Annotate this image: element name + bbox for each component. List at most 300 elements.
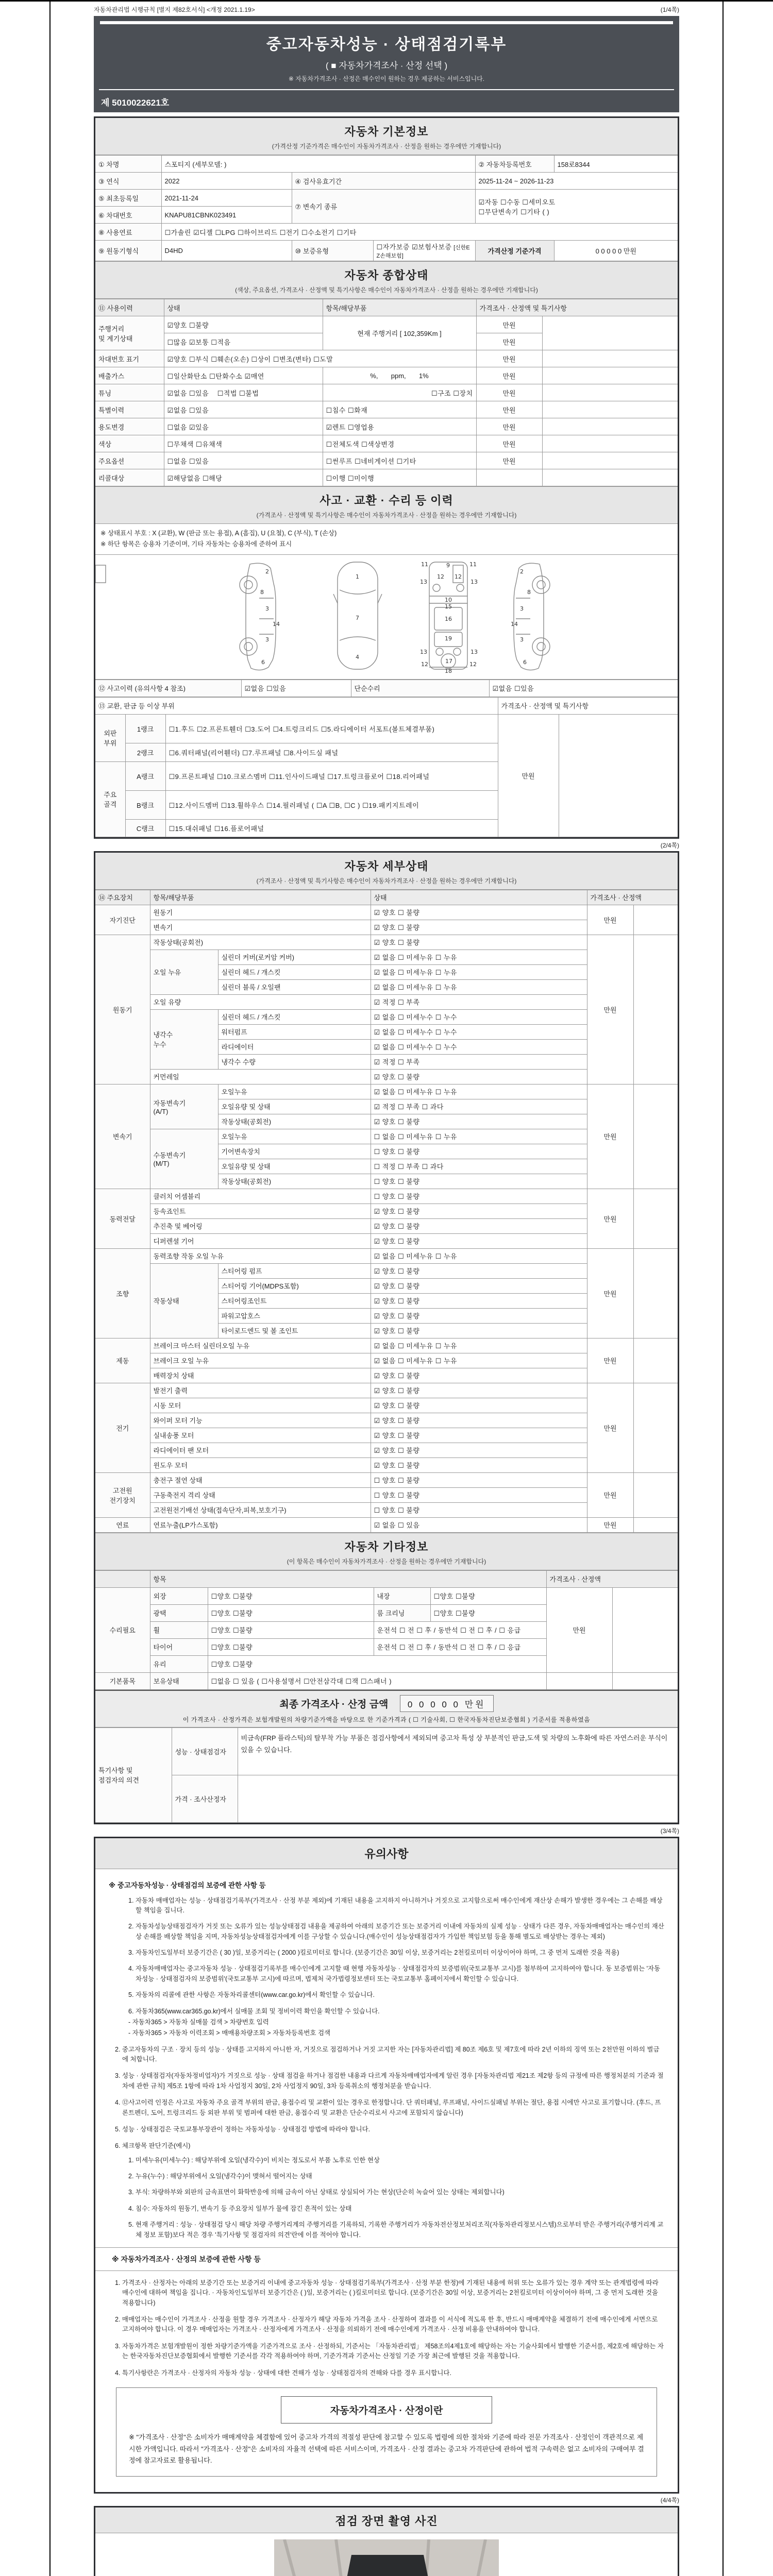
vin-mark-price: 만원: [476, 350, 542, 367]
vin-value: KNAPU81CBNK023491: [161, 207, 292, 224]
options-status: ☐없음 ☐있음: [164, 452, 323, 469]
notice-item: 3. 자동차가격은 보험개발원이 정한 차량기준가액을 기준가격으로 조사 · 산정하되, 기준서는 「자동차관리법」 제58조의4제1호에 해당하는 자는 기술사회에서 발행한 기준서를, 제2호에 해당하는 자는 한국자동차진단보증협회에서 발행한 기준서를 각각 적용하여야 하며, 기준가격과 기준서는 산정일 기준 가장 최근에 발행된 것을 적용합니다.: [115, 2342, 664, 2360]
group-price: 만원: [587, 935, 633, 1084]
interior-status: ☐양호 ☐불량: [430, 1587, 546, 1604]
diagram-num-2-left: 2: [265, 568, 269, 575]
diagram-num-13b: 13: [470, 578, 478, 585]
group-self-diagnosis: 자기진단: [95, 905, 150, 935]
color-kind: ☐전체도색 ☐색상변경: [323, 435, 476, 452]
possession-note: [612, 1672, 678, 1689]
notice-item: 2. 자동차성능상태점검자가 거짓 또는 오류가 있는 성능상태점검 내용을 제공하여 아래의 보증기간 또는 보증거리 이내에 자동차의 실제 성능 · 상태가 다른 경우, 자동차매매업자는 매수인의 재산상 손해를 배상할 책임을 지며, 자동차성능상태점검자에게 이를 구상할 수 있습니다.(매수인이 성능상태점검자가 가입한 책임보험 등을 통해 별도로 배상받는 경우는 제외): [128, 1923, 664, 1940]
rank2-label: 2랭크: [125, 743, 165, 761]
item-label: 오일유량 및 상태: [218, 1159, 371, 1174]
item-label: 파워고압호스: [218, 1308, 371, 1323]
inspection-period-label: ④ 검사유효기간: [292, 173, 475, 190]
diagram-num-3-right-b: 3: [520, 636, 524, 643]
item-status: ☑ 양호 ☐ 불량: [371, 1443, 587, 1458]
group-price: 만원: [587, 1084, 633, 1189]
item-label: 스티어링조인트: [218, 1293, 371, 1308]
item-status: ☑ 양호 ☐ 불량: [371, 920, 587, 935]
tuning-price: 만원: [476, 384, 542, 401]
detail-note: (가격조사 · 산정액 및 특기사항은 매수인이 자동차가격조사 · 산정을 원하는 경우에만 기재합니다): [256, 877, 517, 885]
diagram-num-12c: 12: [421, 660, 428, 668]
item-label: 브레이크 오일 누유: [150, 1353, 371, 1368]
form-rule-note: 자동차관리법 시행규칙 [별지 제82호서식] <개정 2021.1.19>: [94, 6, 255, 13]
page-marker-3: (3/4쪽): [660, 1827, 679, 1835]
plate-label: ② 자동차등록번호: [475, 156, 554, 173]
item-label: 작동상태(공회전): [218, 1174, 371, 1189]
item-status: ☑ 양호 ☐ 불량: [371, 1368, 587, 1383]
notice-item-sub: - 자동차365 > 자동차 이력조회 > 매매용차량조회 > 자동차등록번호 검색: [128, 2029, 331, 2037]
glass-status: ☐양호 ☐불량: [208, 1655, 546, 1672]
car-name-label: ① 차명: [95, 156, 161, 173]
transmission-value: [475, 190, 678, 224]
emission-status: ☐일산화탄소 ☐탄화수소 ☑매연: [164, 367, 323, 384]
emission-note: [542, 367, 678, 384]
color-note: [542, 435, 678, 452]
recall-note: [542, 469, 678, 486]
wheel-label: 휠: [150, 1621, 208, 1638]
document-subnote: ※ 자동차가격조사 · 산정은 매수인이 원하는 경우 제공하는 서비스입니다.: [288, 75, 485, 82]
opinion-group-label: 특기사항 및 점검자의 의견: [95, 1727, 172, 1822]
overall-col-item: 항목/해당부품: [323, 299, 476, 316]
item-label: 충전구 절연 상태: [150, 1472, 371, 1487]
special-history-price: 만원: [476, 401, 542, 418]
accident-legend: [95, 524, 678, 555]
sub-label: 작동상태: [150, 1263, 218, 1338]
final-price-band: [95, 1690, 678, 1727]
detail-header: [95, 853, 678, 890]
transmission-label: ⑦ 변속기 종류: [292, 190, 475, 224]
item-label: 브레이크 마스터 실린더오일 누유: [150, 1338, 371, 1353]
group-note: [633, 1517, 678, 1532]
car-diagram: [95, 558, 677, 673]
item-status: ☐ 양호 ☐ 불량: [371, 1502, 587, 1517]
notice-item: 2. 중고자동차의 구조 · 장치 등의 성능 · 상태를 고지하지 아니한 자, 거짓으로 점검하거나 거짓 고지한 자는 [자동차관리법] 제 80조 제6호 및 제7호에 따라 2년 이하의 징역 또는 2천만원 이하의 벌금에 처합니다.: [115, 2045, 660, 2063]
emission-label: 배출가스: [95, 367, 164, 384]
diagram-num-1: 1: [356, 573, 359, 580]
form-header-line: [94, 5, 679, 14]
etc-table: [95, 1570, 678, 1690]
group-transmission: 변속기: [95, 1084, 150, 1189]
repair-needed-group: 수리필요: [95, 1587, 150, 1672]
diagram-num-8-right: 8: [527, 588, 531, 596]
special-history-note: [542, 401, 678, 418]
vin-mark-label: 차대번호 표기: [95, 350, 164, 367]
transmission-options-2: ☐무단변속기 ☐기타 ( ): [478, 208, 550, 216]
item-label: 구동축전지 격리 상태: [150, 1487, 371, 1502]
price-appraisal-info-box: [116, 2387, 657, 2477]
inspector-label: 성능 · 상태점검자: [172, 1727, 238, 1775]
diagram-num-6-left: 6: [261, 658, 265, 666]
inspector-opinion: 비금속(FRP 플라스틱)의 탈부착 가능 부품은 점검사항에서 제외되며 중고차 특성 상 부분적인 판금,도색 및 차량의 노후화에 따른 자연스러운 부식이 있을 수 있습니다.: [238, 1727, 678, 1775]
diagram-num-2-right: 2: [520, 568, 524, 575]
diagram-num-16: 16: [445, 615, 452, 622]
section-box-2: [94, 851, 679, 1824]
room-cleaning-label: 룸 크리닝: [374, 1604, 430, 1621]
diagram-num-12d: 12: [469, 660, 477, 668]
diagram-num-9: 9: [446, 562, 450, 569]
rankA-items: ☐9.프론트패널 ☐10.크로스멤버 ☐11.인사이드패널 ☐17.트렁크플로어 ☐18.리어패널: [165, 761, 498, 790]
overall-col-usage: ⑪ 사용이력: [95, 299, 164, 316]
item-status: ☑ 양호 ☐ 불량: [371, 905, 587, 920]
detail-col-price: 가격조사 · 산정액: [587, 890, 678, 905]
options-note: [542, 452, 678, 469]
mileage-status: ☑양호 ☐불량: [164, 316, 323, 333]
model-year-value: 2022: [161, 173, 292, 190]
wheel-positions: 운전석 ☐ 전 ☐ 후 / 동반석 ☐ 전 ☐ 후 / ☐ 응급: [374, 1621, 546, 1638]
tire-positions: 운전석 ☐ 전 ☐ 후 / 동반석 ☐ 전 ☐ 후 / ☐ 응급: [374, 1638, 546, 1655]
title-block: [94, 16, 679, 112]
item-status: ☐ 양호 ☐ 불량: [371, 1144, 587, 1159]
item-label: 등속죠인트: [150, 1204, 371, 1218]
overall-table: [95, 299, 678, 486]
notice-title: 유의사항: [95, 1838, 678, 1869]
item-label: 오일 유량: [150, 994, 371, 1009]
tuning-status: [164, 384, 323, 401]
notice-criteria: 3. 부식: 차량하부와 외판의 금속표면이 화학반응에 의해 금속이 아닌 상태로 상실되어 가는 현상(단순히 녹슬어 있는 상태는 제외합니다): [128, 2189, 505, 2196]
item-status: ☑ 양호 ☐ 불량: [371, 1323, 587, 1338]
overall-col-price: 가격조사 · 산정액 및 특기사항: [476, 299, 678, 316]
notice-item: 6. 체크항목 판단기준(예시): [115, 2142, 191, 2150]
tuning-note: [542, 384, 678, 401]
exchange-note: [559, 714, 678, 837]
options-label: 주요옵션: [95, 452, 164, 469]
item-label: 실린더 헤드 / 개스킷: [218, 1009, 371, 1024]
notice-body: [95, 1869, 678, 2493]
item-status: ☑ 없음 ☐ 미세누유 ☐ 누유: [371, 1338, 587, 1353]
sub-label: 수동변속기 (M/T): [150, 1129, 218, 1189]
group-price: 만원: [587, 1189, 633, 1248]
group-note: [633, 1189, 678, 1248]
item-status: ☑ 없음 ☐ 미세누유 ☐ 누유: [371, 950, 587, 964]
usage-change-price: 만원: [476, 418, 542, 435]
diagram-num-15: 15: [445, 603, 452, 610]
group-note: [633, 1248, 678, 1338]
item-status: ☑ 양호 ☐ 불량: [371, 1413, 587, 1428]
overall-note: (색상, 주요옵션, 가격조사 · 산정액 및 특기사항은 매수인이 자동차가격조사 · 산정을 원하는 경우에만 기재합니다): [235, 286, 538, 294]
etc-col-price: 가격조사 · 산정액: [546, 1570, 678, 1587]
overall-header: [95, 261, 678, 299]
recall-label: 리콜대상: [95, 469, 164, 486]
exterior-label: 외장: [150, 1587, 208, 1604]
car-name-value: 스포티지 (세부모델: ): [161, 156, 475, 173]
item-label: 클러치 어셈블리: [150, 1189, 371, 1204]
group-price: 만원: [587, 905, 633, 935]
plate-value: 158로8344: [554, 156, 678, 173]
glass-label: 유리: [150, 1655, 208, 1672]
item-label: 작동상태(공회전): [150, 935, 371, 950]
rank1-label: 1랭크: [125, 714, 165, 743]
group-brake: 제동: [95, 1338, 150, 1383]
item-label: 시동 모터: [150, 1398, 371, 1413]
notice-item: 2. 매매업자는 매수인이 가격조사 · 산정을 원할 경우 가격조사 · 산정자가 해당 자동차 가격을 조사 · 산정하여 결과를 이 서식에 적도록 한 후, 반드시 매매계약을 체결하기 전에 매수인에게 서면으로 고지하여야 합니다. 이 경우 매매업자는 가격조사 · 산정자에게 가격조사 · 산정을 의뢰하기 전에 매수인에게 가격조사 · 산정 비용을 안내하여야 합니다.: [115, 2316, 658, 2333]
item-label: 변속기: [150, 920, 371, 935]
usage-change-status: ☐없음 ☑있음: [164, 418, 323, 435]
detail-col-device: ⑭ 주요장치: [95, 890, 150, 905]
item-status: ☑ 양호 ☐ 불량: [371, 935, 587, 950]
options-kind: ☐썬루프 ☐네비게이션 ☐기타: [323, 452, 476, 469]
tuning-status-2: ☐적법 ☐불법: [217, 389, 259, 397]
special-history-label: 특별이력: [95, 401, 164, 418]
color-label: 색상: [95, 435, 164, 452]
simple-repair-status: ☑없음 ☐있음: [489, 680, 678, 697]
diagram-num-17: 17: [445, 657, 452, 665]
fuel-label: ⑧ 사용연료: [95, 224, 161, 241]
document-title: 중고자동차성능 · 상태점검기록부: [266, 36, 507, 53]
mileage-amount-status: ☐많음 ☑보통 ☐적음: [164, 333, 323, 350]
item-status: ☑ 없음 ☐ 미세누유 ☐ 누유: [371, 979, 587, 994]
photo-area: [95, 2533, 678, 2576]
simple-repair-label: 단순수리: [351, 680, 489, 697]
basic-info-note: (가격산정 기준가격은 매수인이 자동차가격조사 · 산정을 원하는 경우에만 기재합니다): [272, 143, 501, 150]
item-status: ☑ 적정 ☐ 부족 ☐ 과다: [371, 1099, 587, 1114]
panel-exchange-table: [95, 697, 678, 837]
possession-price: [546, 1672, 612, 1689]
item-label: 실린더 블록 / 오일팬: [218, 979, 371, 994]
item-label: 윈도우 모터: [150, 1458, 371, 1472]
possession-status: ☐없음 ☐ 있음 ( ☐사용설명서 ☐안전삼각대 ☐잭 ☐스패너 ): [208, 1672, 546, 1689]
exchange-section-label: ⑬ 교환, 판금 등 이상 부위: [95, 697, 498, 714]
title-white-strip: [100, 21, 673, 24]
status-code-note: ※ 상태표시 부호 : X (교환), W (판금 또는 용접), A (흠집), U (요철), C (부식), T (손상): [100, 530, 337, 537]
item-label: 원동기: [150, 905, 371, 920]
overall-title: 자동차 종합상태: [344, 269, 429, 282]
item-status: ☑ 양호 ☐ 불량: [371, 1263, 587, 1278]
item-status: ☐ 양호 ☐ 불량: [371, 1189, 587, 1204]
color-status: ☐무채색 ☐유채색: [164, 435, 323, 452]
detail-title: 자동차 세부상태: [344, 859, 429, 873]
notice-item: 4. 특기사항란은 가격조사 · 산정자의 자동차 성능 · 상태에 대한 견해가 성능 · 상태점검자의 견해와 다를 경우 표시합니다.: [115, 2369, 451, 2377]
options-price: 만원: [476, 452, 542, 469]
group-high-voltage: 고전원 전기장치: [95, 1472, 150, 1517]
emission-values: %, ppm, 1%: [323, 367, 476, 384]
section-box-3: [94, 1837, 679, 2494]
item-status: ☑ 없음 ☐ 미세누유 ☐ 누유: [371, 1353, 587, 1368]
diagram-num-6-right: 6: [523, 658, 527, 666]
mileage-row-label: 주행거리 및 계기상태: [95, 316, 164, 350]
opinion-table: [95, 1727, 678, 1823]
item-status: ☑ 양호 ☐ 불량: [371, 1458, 587, 1472]
diagram-num-18: 18: [445, 667, 452, 673]
basic-info-header: [95, 118, 678, 155]
detail-col-status: 상태: [371, 890, 587, 905]
item-label: 커먼레일: [150, 1069, 371, 1084]
polish-label: 광택: [150, 1604, 208, 1621]
wheel-status: ☐양호 ☐불량: [208, 1621, 374, 1638]
group-note: [633, 1338, 678, 1383]
item-status: ☑ 양호 ☐ 불량: [371, 1398, 587, 1413]
page-marker-4: (4/4쪽): [660, 2497, 679, 2504]
accident-history-status: ☑없음 ☐있음: [241, 680, 351, 697]
item-status: ☑ 양호 ☐ 불량: [371, 1069, 587, 1084]
group-note: [633, 1472, 678, 1517]
inspection-period-value: 2025-11-24 ~ 2026-11-23: [475, 173, 678, 190]
document-page: [49, 0, 724, 2576]
first-registration-value: 2021-11-24: [161, 190, 292, 207]
photo-section-title: 점검 장면 촬영 사진: [335, 2515, 438, 2528]
rankB-items: ☐12.사이드멤버 ☐13.휠하우스 ☐14.필러패널 ( ☐A ☐B, ☐C ) ☐19.패키지트레이: [165, 790, 498, 819]
sub-label: 오일 누유: [150, 950, 218, 994]
item-label: 디퍼렌셜 기어: [150, 1233, 371, 1248]
notice-criteria: 5. 현재 주행거리 : 성능 · 상태점검 당시 해당 차량 주행거리계의 주행거리를 기록하되, 기록한 주행거리가 자동차전산정보처리조직(자동차관리정보시스템)으로부터 받은 주행거리(주행거리계 교체 정보 포함)보다 적은 경우 '특기사항 및 점검자의 의견'란에 이를 적어야 합니다.: [128, 2221, 664, 2239]
item-status: ☑ 적정 ☐ 부족: [371, 1054, 587, 1069]
item-status: ☑ 없음 ☐ 미세누유 ☐ 누유: [371, 1084, 587, 1099]
item-label: 연료누출(LP가스포함): [150, 1517, 371, 1532]
etc-title: 자동차 기타정보: [344, 1540, 429, 1553]
diagram-num-4: 4: [356, 653, 359, 660]
group-steering: 조향: [95, 1248, 150, 1338]
accident-header: [95, 486, 678, 524]
group-engine: 원동기: [95, 935, 150, 1084]
transmission-options-1: ☑자동 ☐수동 ☐세미오토: [478, 198, 556, 206]
notice-item: 6. 자동차365(www.car365.go.kr)에서 실매물 조회 및 정비이력 확인을 확인할 수 있습니다.: [128, 2007, 380, 2015]
item-status: ☑ 양호 ☐ 불량: [371, 1293, 587, 1308]
document-number: 제 5010022621호: [99, 89, 674, 112]
special-history-status: ☑없음 ☐있음: [164, 401, 323, 418]
engine-type-value: D4HD: [161, 241, 292, 261]
item-status: ☑ 양호 ☐ 불량: [371, 1383, 587, 1398]
notice-part2-title: ※ 자동차가격조사 · 산정의 보증에 관한 사항 등: [95, 2247, 678, 2271]
interior-label: 내장: [374, 1587, 430, 1604]
diagram-num-13a: 13: [420, 578, 427, 585]
item-status: ☐ 양호 ☐ 불량: [371, 1174, 587, 1189]
rank2-items: ☐6.쿼터패널(리어휀더) ☐7.루프패널 ☐8.사이드실 패널: [165, 743, 498, 761]
engine-type-label: ⑨ 원동기형식: [95, 241, 161, 261]
etc-col-empty: [95, 1570, 150, 1587]
notice-item: 3. 성능 · 상태점검자(자동차정비업자)가 거짓으로 성능 · 상태 점검을 하거나 점검한 내용과 다르게 자동차매매업자에게 알린 경우 [자동차관리법 제21조 제2항 등의 규정에 따른 행정처분의 기준과 절차에 관한 규칙] 제5조 1항에 따라 1차 사업정지 30일, 2차 사업정지 90일, 3차 등록취소의 행정처분을 받습니다.: [115, 2072, 664, 2090]
item-status: ☑ 없음 ☐ 미세누수 ☐ 누수: [371, 1024, 587, 1039]
document-subtitle: ( ■ 자동차가격조사 · 산정 선택 ): [325, 61, 448, 71]
vin-mark-note: [542, 350, 678, 367]
notice-part1-title: ※ 중고자동차성능 · 상태점검의 보증에 관한 사항 등: [109, 1881, 266, 1889]
group-note: [633, 935, 678, 1084]
item-label: 추진축 및 베어링: [150, 1218, 371, 1233]
first-registration-label: ⑤ 최초등록일: [95, 190, 161, 207]
item-label: 고전원전기배선 상태(접속단자,피복,보호기구): [150, 1502, 371, 1517]
diagram-num-13d: 13: [470, 648, 478, 655]
notice-criteria: 2. 누유(누수) : 해당부위에서 오일(냉각수)이 맺혀서 떨어지는 상태: [128, 2173, 312, 2180]
price-appraisal-info-title: 자동차가격조사 · 산정이란: [281, 2396, 492, 2424]
group-fuel: 연료: [95, 1517, 150, 1532]
diagram-num-13c: 13: [420, 648, 427, 655]
main-frame-label: 주요 골격: [95, 761, 125, 837]
special-history-kind: ☐침수 ☐화재: [323, 401, 476, 418]
exchange-price-header: 가격조사 · 산정액 및 특기사항: [498, 697, 678, 714]
item-status: ☑ 양호 ☐ 불량: [371, 1233, 587, 1248]
item-status: ☐ 양호 ☐ 불량: [371, 1487, 587, 1502]
notice-criteria: 4. 침수: 자동차의 원동기, 변속기 등 주요장치 일부가 물에 잠긴 흔적이 있는 상태: [128, 2205, 352, 2212]
item-label: 오일유량 및 상태: [218, 1099, 371, 1114]
tuning-status-1: ☑없음 ☐있음: [167, 389, 209, 397]
group-note: [633, 1383, 678, 1472]
group-powertrain: 동력전달: [95, 1189, 150, 1248]
price-appraisal-info-text: ※ "가격조사 · 산정"은 소비자가 매매계약을 체결함에 있어 중고차 가격의 적절성 판단에 참고할 수 있도록 법령에 의한 절차와 기준에 따라 전문 가격조사 · 산정인이 객관적으로 제시한 가액입니다. 따라서 "가격조사 · 산정"은 소비자의 자율적 선택에 따른 서비스이며, 가격조사 · 산정 결과는 중고차 가격판단에 관하여 법적 구속력은 없고 소비자의 구매여부 결정에 참고자료로 활용됩니다.: [129, 2433, 644, 2465]
item-status: ☐ 양호 ☐ 불량: [371, 1472, 587, 1487]
item-label: 실린더 헤드 / 개스킷: [218, 964, 371, 979]
item-label: 워터펌프: [218, 1024, 371, 1039]
warranty-insurer: [신한EZ손해보험]: [376, 245, 470, 259]
group-price: 만원: [587, 1338, 633, 1383]
possession-label: 보유상태: [150, 1672, 208, 1689]
item-status: ☑ 양호 ☐ 불량: [371, 1308, 587, 1323]
item-status: ☑ 없음 ☐ 미세누수 ☐ 누수: [371, 1009, 587, 1024]
item-status: ☑ 양호 ☐ 불량: [371, 1278, 587, 1293]
item-status: ☑ 양호 ☐ 불량: [371, 1114, 587, 1129]
base-price-label: 가격산정 기준가격: [475, 241, 554, 261]
section-box-1: [94, 116, 679, 839]
outer-panel-label: 외판 부위: [95, 714, 125, 761]
tire-label: 타이어: [150, 1638, 208, 1655]
rank1-items: ☐1.후드 ☐2.프론트휀더 ☐3.도어 ☐4.트렁크리드 ☐5.라디에이터 서포트(볼트체결부품): [165, 714, 498, 743]
etc-note: (이 항목은 매수인이 자동차가격조사 · 산정을 원하는 경우에만 기재합니다): [287, 1557, 486, 1565]
tuning-label: 튜닝: [95, 384, 164, 401]
exterior-status: ☐양호 ☐불량: [208, 1587, 374, 1604]
diagram-num-14-left: 14: [273, 620, 280, 628]
polish-status: ☐양호 ☐불량: [208, 1604, 374, 1621]
sub-label: 냉각수 누수: [150, 1009, 218, 1069]
etc-header: [95, 1533, 678, 1570]
basic-info-table: [95, 155, 678, 261]
fuel-value: ☐가솔린 ☑디젤 ☐LPG ☐하이브리드 ☐전기 ☐수소전기 ☐기타: [161, 224, 678, 241]
mileage-price-2: 만원: [476, 333, 542, 350]
item-label: 동력조향 작동 오일 누유: [150, 1248, 371, 1263]
page-marker-1: (1/4쪽): [660, 6, 679, 13]
inspection-photo-front: [274, 2539, 499, 2576]
item-status: ☑ 양호 ☐ 불량: [371, 1218, 587, 1233]
diagram-num-14-right: 14: [511, 620, 518, 628]
recall-price: [476, 469, 542, 486]
diagram-num-12a: 12: [437, 573, 444, 580]
usage-change-note: [542, 418, 678, 435]
color-price: 만원: [476, 435, 542, 452]
room-cleaning-status: ☐양호 ☐불량: [430, 1604, 546, 1621]
mileage-price: 만원: [476, 316, 542, 333]
usage-change-label: 용도변경: [95, 418, 164, 435]
accident-history-table: [95, 680, 678, 697]
final-price-note: 이 가격조사 · 산정가격은 보험개발원의 차량기준가액을 바탕으로 한 기준가격과 ( ☐ 기술사회, ☐ 한국자동차진단보증협회 ) 기준서를 적용하였음: [182, 1716, 591, 1723]
appraiser-opinion: [238, 1775, 678, 1822]
diagram-num-7: 7: [356, 614, 359, 621]
notice-item: 4. 자동차매매업자는 중고자동차 성능 · 상태점검기록부를 매수인에게 고지할 때 현행 자동차성능 · 상태점검자의 보증범위(국토교통부 고시)를 첨부하여 고지하여야 합니다. 동 보증범위는 '자동차성능 · 상태점검자의 보증범위'(국토교통부 고시)에 따르며, 법제처 국가법령정보센터 또는 국토교통부 홈페이지에서 확인할 수 있습니다.: [128, 1965, 661, 1982]
notice-item: 4. ⑫사고이력 인정은 사고로 자동차 주요 골격 부위의 판금, 용접수리 및 교환이 있는 경우로 한정합니다. 단 쿼터패널, 루프패널, 사이드실패널 부위는 절단, 용접 시에만 사고로 표기합니다. (후드, 프론트펜더, 도어, 트렁크리드 등 외판 부위 및 범퍼에 대한 판금, 용접수리 및 교환은 단순수리로서 사고에 포함되지 않습니다): [115, 2099, 661, 2116]
recall-status: ☑해당없음 ☐해당: [164, 469, 323, 486]
tuning-kind: ☐구조 ☐장치: [323, 384, 476, 401]
detail-table: [95, 890, 678, 1533]
recall-kind: ☐이행 ☐미이행: [323, 469, 476, 486]
diagram-num-3-left-a: 3: [265, 605, 269, 612]
notice-item: 5. 자동차의 리콜에 관한 사항은 자동차리콜센터(www.car.go.kr)에서 확인할 수 있습니다.: [128, 1991, 375, 1999]
item-label: 라디에이터 팬 모터: [150, 1443, 371, 1458]
etc-col-item: 항목: [150, 1570, 546, 1587]
basic-items-group: 기본품목: [95, 1672, 150, 1689]
notice-item: 5. 성능 · 상태점검은 국토교통부장관이 정하는 자동차성능 · 상태점검 방법에 따라야 합니다.: [115, 2125, 371, 2133]
diagram-num-19: 19: [445, 635, 452, 642]
notice-item: 1. 가격조사 · 산정자는 아래의 보증기간 또는 보증거리 이내에 중고자동차 성능 · 상태점검기록부(가격조사 · 산정 부분 한정)에 기재된 내용에 허위 또는 오류가 있는 경우 계약 또는 관계법령에 따라 매수인에 대하여 책임을 집니다. · 자동차인도일부터 보증기간은 ( )일, 보증거리는 ( )킬로미터로 합니다. (보증기간은 30일 이상, 보증거리는 2천킬로미터 이상이어야 하며, 그 중 먼저 도래한 것을 적용합니다): [115, 2279, 659, 2307]
appraiser-label: 가격 · 조사산정자: [172, 1775, 238, 1822]
item-label: 작동상태(공회전): [218, 1114, 371, 1129]
item-label: 실내송풍 모터: [150, 1428, 371, 1443]
item-label: 배력장치 상태: [150, 1368, 371, 1383]
diagram-num-3-right-a: 3: [520, 605, 524, 612]
item-status: ☑ 없음 ☐ 미세누유 ☐ 누유: [371, 1248, 587, 1263]
group-price: 만원: [587, 1517, 633, 1532]
diagram-num-11a: 11: [421, 561, 428, 568]
notice-item: 3. 자동차인도일부터 보증기간은 ( 30 )일, 보증거리는 ( 2000 )킬로미터로 합니다. (보증기간은 30일 이상, 보증거리는 2천킬로미터 이상이어야 하며, 그 중 먼저 도래한 것을 적용): [128, 1949, 619, 1956]
diagram-num-11b: 11: [469, 561, 477, 568]
group-price: 만원: [587, 1383, 633, 1472]
warranty-type-value: [373, 241, 475, 261]
